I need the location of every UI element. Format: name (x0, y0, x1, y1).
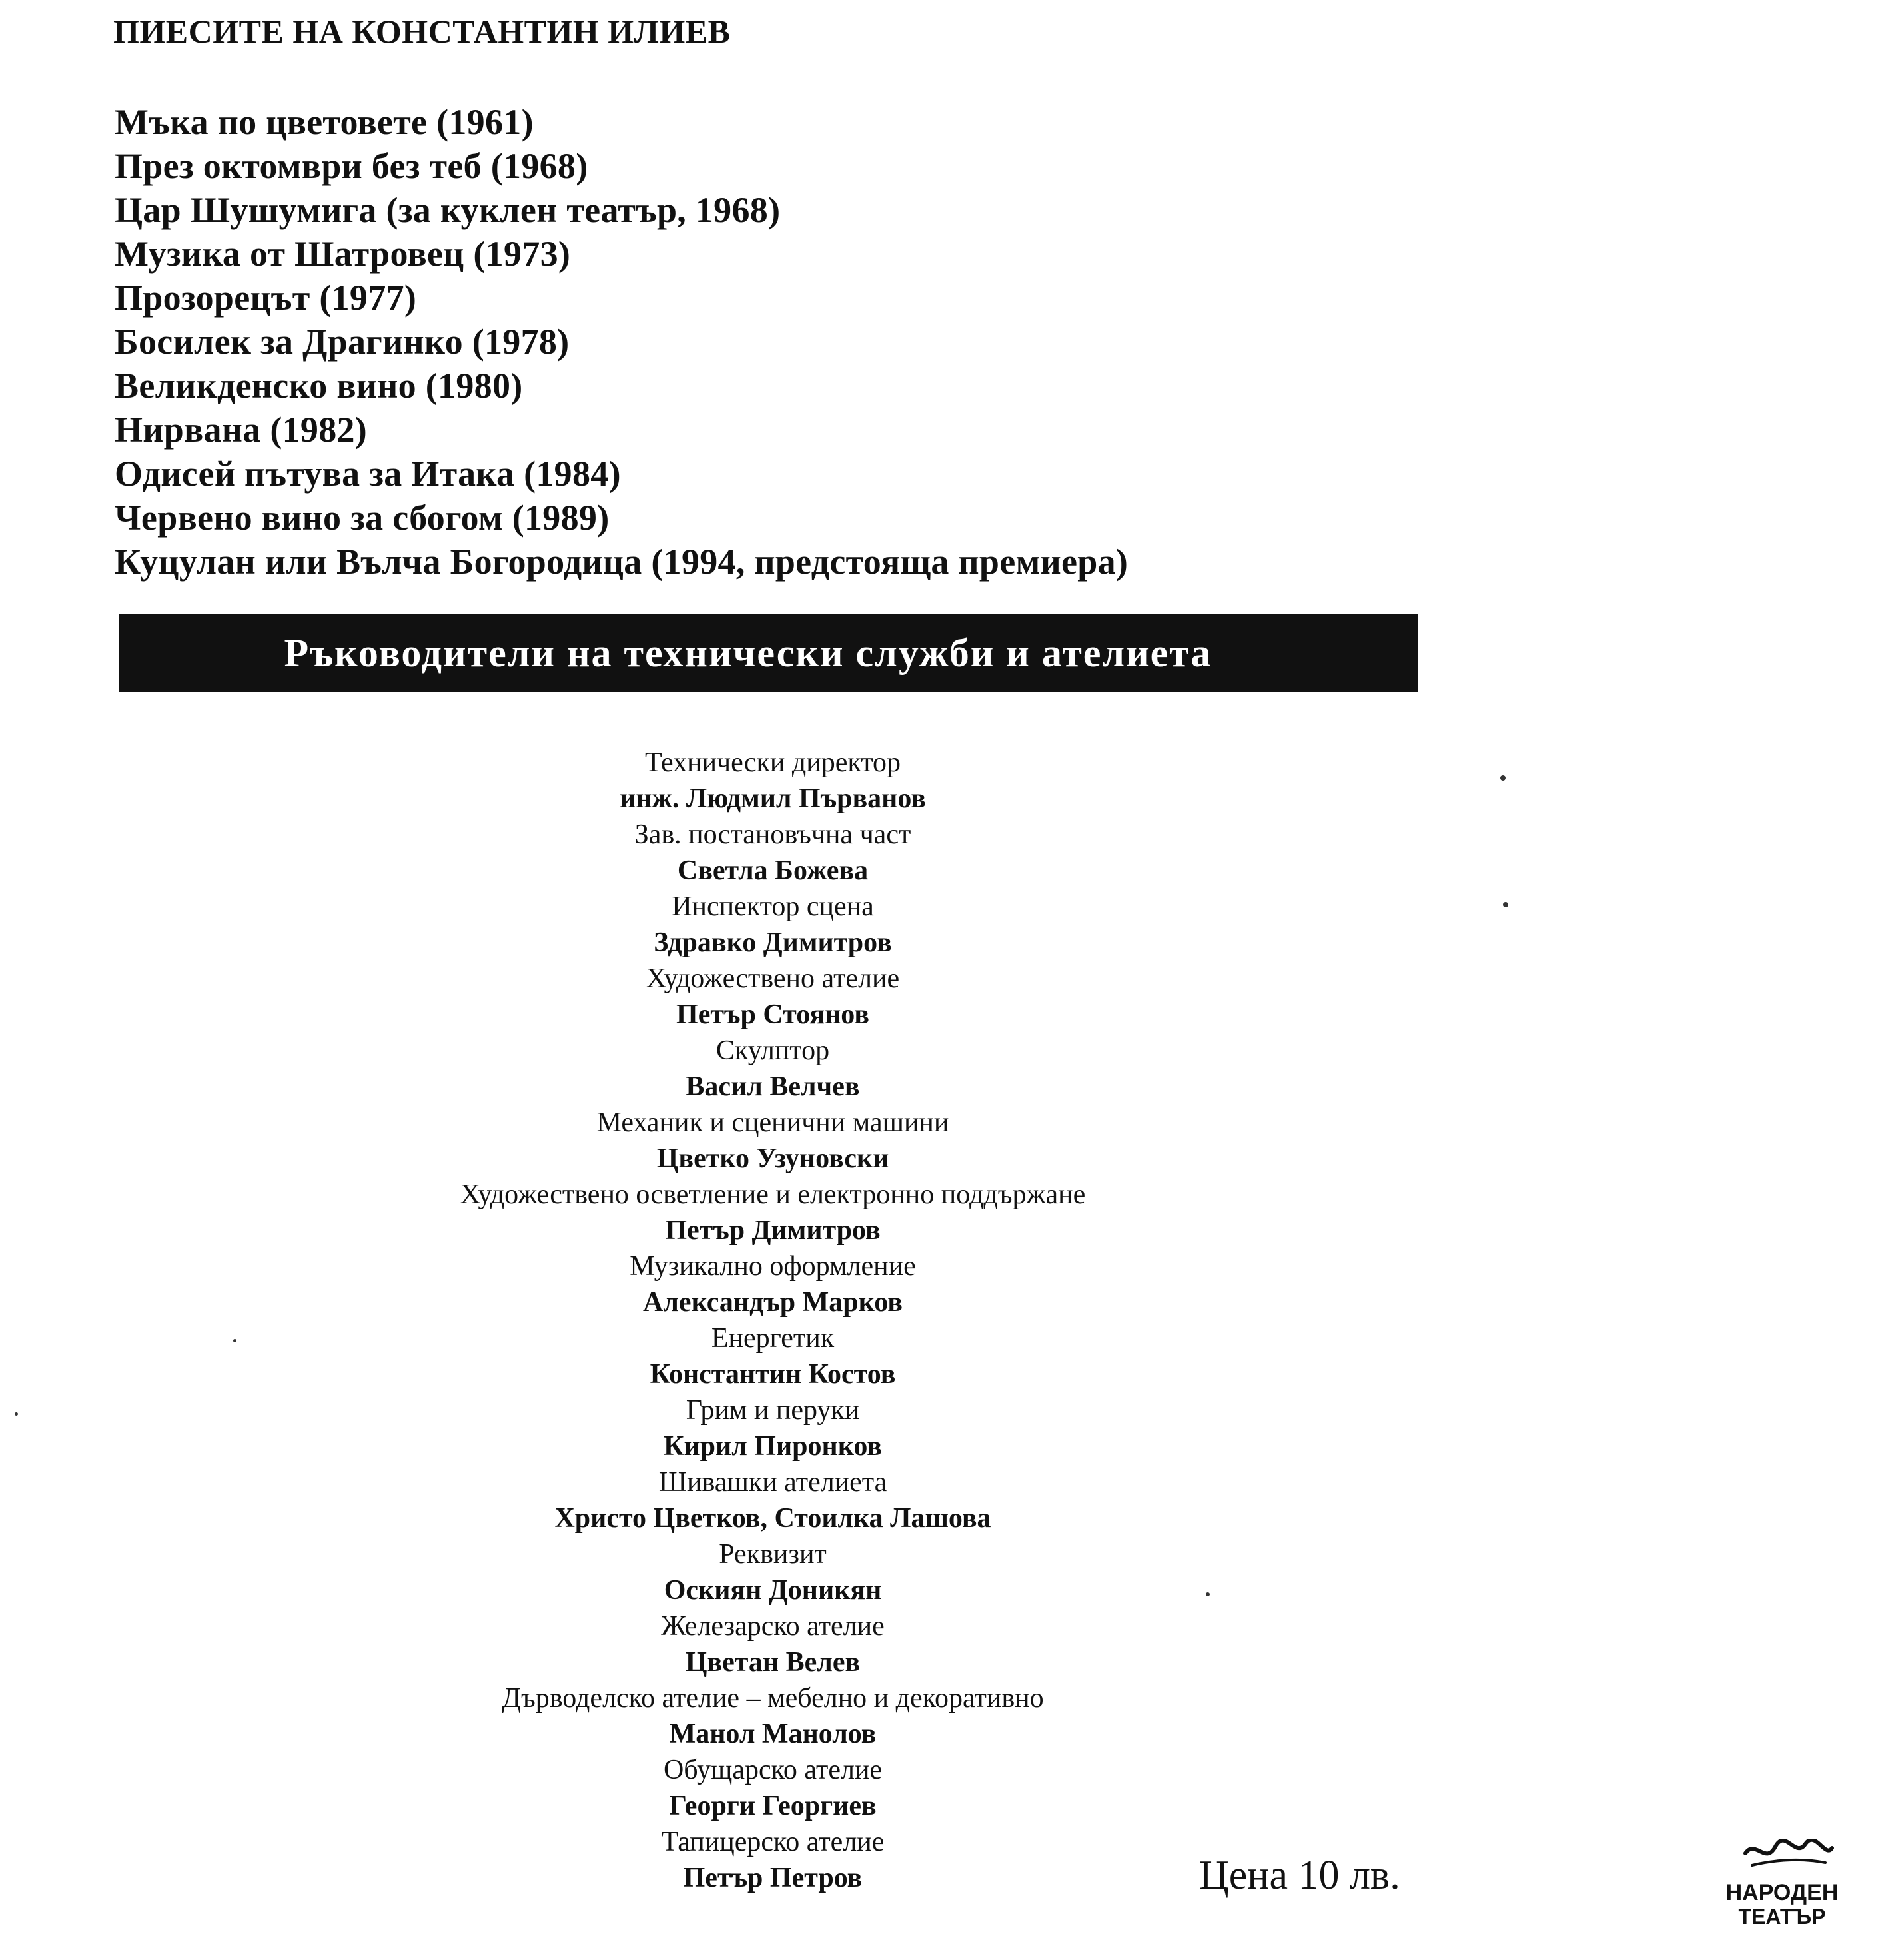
staff-role: Скулптор (715, 1035, 830, 1066)
staff-role: Тапицерско ателие (661, 1827, 885, 1857)
logo-line-1: НАРОДЕН (1725, 1880, 1839, 1905)
staff-role: Железарско ателие (661, 1611, 885, 1642)
staff-role: Технически директор (644, 747, 901, 778)
staff-entry (373, 1464, 1173, 1536)
staff-entry (373, 961, 1173, 1033)
play-item: Одисей пътува за Итака (1984) (115, 454, 621, 494)
logo-signature-icon (1745, 1840, 1832, 1854)
scan-speck (233, 1339, 236, 1342)
staff-role: Шивашки ателиета (658, 1467, 887, 1498)
play-item: Босилек за Драгинко (1978) (115, 322, 570, 362)
staff-role: Зав. постановъчна част (634, 819, 911, 850)
national-theatre-logo (1725, 1839, 1839, 1932)
price-label: Цена 10 лв. (1199, 1853, 1400, 1898)
staff-name: Петър Стоянов (676, 999, 869, 1030)
staff-name: Петър Петров (683, 1863, 863, 1893)
staff-entry (373, 1536, 1173, 1608)
section-heading-banner: Ръководители на технически служби и ателиета (119, 614, 1418, 692)
staff-role: Механик и сценични машини (596, 1107, 949, 1138)
play-item: Великденско вино (1980) (115, 366, 523, 406)
staff-entry (373, 1752, 1173, 1824)
play-item: Куцулан или Вълча Богородица (1994, предстояща премиера) (115, 542, 1129, 582)
staff-entry (373, 817, 1173, 889)
staff-role: Обущарско ателие (663, 1755, 883, 1785)
play-item: Прозорецът (1977) (115, 278, 417, 318)
plays-list (115, 100, 1128, 584)
staff-name: Цветан Велев (685, 1647, 861, 1678)
play-item: Червено вино за сбогом (1989) (115, 498, 610, 538)
staff-name: инж. Людмил Първанов (620, 783, 926, 814)
staff-entry (373, 1608, 1173, 1680)
staff-entry (373, 1177, 1173, 1248)
staff-name: Константин Костов (650, 1359, 896, 1390)
scan-speck (15, 1412, 18, 1416)
staff-role: Дърводелско ателие – мебелно и декоративно (502, 1683, 1044, 1714)
staff-name: Светла Божева (677, 855, 869, 886)
staff-name: Манол Манолов (669, 1719, 877, 1749)
staff-role: Инспектор сцена (672, 891, 874, 922)
staff-entry (373, 1680, 1173, 1752)
staff-name: Кирил Пиронков (664, 1431, 882, 1462)
staff-entry (373, 889, 1173, 961)
staff-entry (373, 1248, 1173, 1320)
play-item: Мъка по цветовете (1961) (115, 102, 534, 142)
staff-name: Здравко Димитров (654, 927, 892, 958)
staff-entry (373, 1392, 1173, 1464)
staff-entry (373, 1320, 1173, 1392)
logo-line-2: ТЕАТЪР (1738, 1905, 1826, 1929)
plays-title: ПИЕСИТЕ НА КОНСТАНТИН ИЛИЕВ (113, 13, 731, 50)
scan-speck (1206, 1592, 1210, 1596)
scan-speck (1500, 775, 1506, 781)
staff-entry (373, 1033, 1173, 1105)
staff-name: Христо Цветков, Стоилка Лашова (554, 1503, 991, 1534)
play-item: Цар Шушумига (за куклен театър, 1968) (115, 190, 781, 230)
staff-name: Александър Марков (643, 1287, 903, 1318)
staff-name: Георги Георгиев (669, 1791, 877, 1821)
staff-role: Реквизит (719, 1539, 827, 1570)
staff-list (373, 745, 1173, 1896)
staff-entry (373, 745, 1173, 817)
staff-role: Музикално оформление (630, 1251, 916, 1282)
staff-name: Васил Велчев (686, 1071, 860, 1102)
staff-role: Художествено осветление и електронно поддържане (460, 1179, 1086, 1210)
scan-speck (1503, 902, 1508, 907)
play-item: Нирвана (1982) (115, 410, 368, 450)
staff-role: Художествено ателие (646, 963, 900, 994)
staff-name: Петър Димитров (665, 1215, 881, 1246)
play-item: Музика от Шатровец (1973) (115, 234, 571, 274)
staff-role: Енергетик (711, 1323, 835, 1354)
staff-role: Грим и перуки (686, 1395, 860, 1426)
staff-name: Оскиян Доникян (664, 1575, 882, 1606)
staff-name: Цветко Узуновски (656, 1143, 889, 1174)
staff-entry (373, 1824, 1173, 1896)
staff-entry (373, 1105, 1173, 1177)
play-item: През октомври без теб (1968) (115, 146, 588, 186)
